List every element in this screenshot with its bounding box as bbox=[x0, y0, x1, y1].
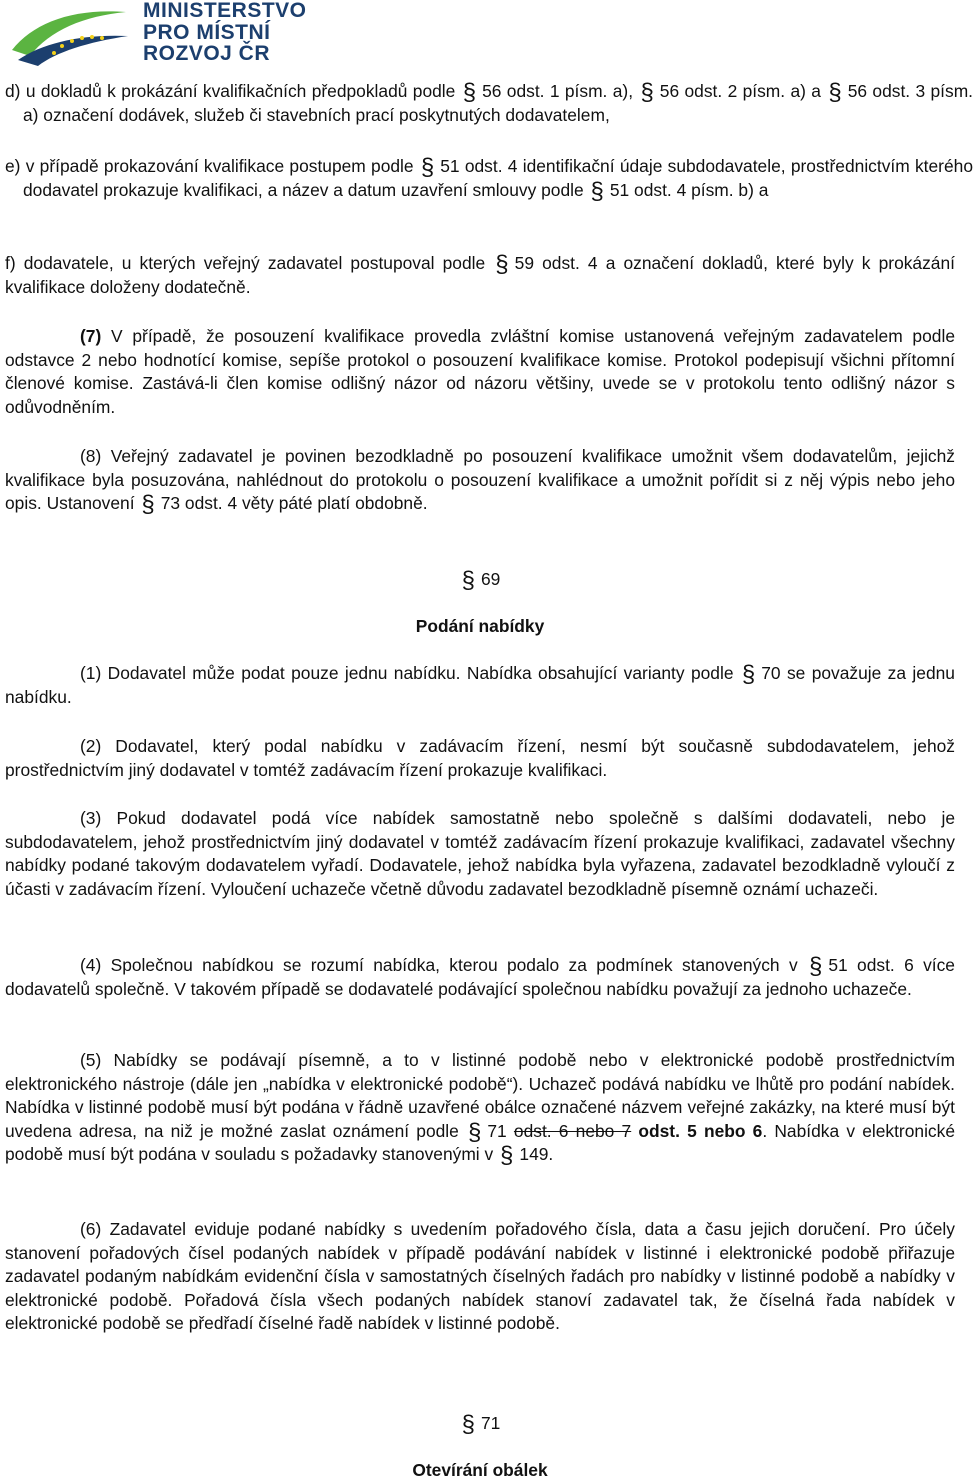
text: 56 odst. 3 písm. a) označení dodávek, služeb či stavebních prací poskytnutých dodavatelem, bbox=[23, 81, 973, 125]
paragraph-69-4 bbox=[5, 954, 955, 1001]
logo-wordmark bbox=[143, 0, 307, 65]
inserted-text: odst. 5 nebo 6 bbox=[638, 1120, 763, 1141]
section-symbol: § bbox=[808, 953, 823, 980]
text: 51 odst. 4 písm. b) a bbox=[609, 179, 769, 200]
ministry-logo bbox=[4, 0, 307, 68]
section-symbol: § bbox=[141, 491, 155, 519]
text: (4) Společnou nabídkou se rozumí nabídka, kterou podalo za podmínek stanovených v bbox=[80, 955, 798, 975]
section-symbol: § bbox=[468, 1118, 482, 1146]
section-symbol: § bbox=[461, 567, 475, 594]
paragraph-7 bbox=[5, 325, 955, 419]
section-symbol: § bbox=[420, 154, 435, 181]
logo-line: ROZVOJ ČR bbox=[143, 42, 271, 65]
section-number bbox=[0, 1412, 960, 1436]
section-symbol: § bbox=[640, 79, 654, 106]
section-number bbox=[0, 568, 960, 592]
logo-line: PRO MÍSTNÍ bbox=[143, 20, 271, 44]
logo-line: MINISTERSTVO bbox=[143, 0, 307, 22]
paragraph-69-2: (2) Dodavatel, který podal nabídku v zadávacím řízení, nesmí být současně subdodavatelem, jehož prostřednictvím jiný dodavatel v tomtéž zadávacím řízení prokazuje kvalifikaci. bbox=[5, 736, 955, 780]
text: (8) Veřejný zadavatel je povinen bezodkladně po posouzení kvalifikace umožnit všem dodavatelům, jejichž kvalifikace byla posuzována, nahlédnout do protokolu o posouzení kvalifikace a umožnit pořídit si z něj výpis nebo jeho opis. Ustanovení bbox=[5, 446, 955, 514]
section-symbol: § bbox=[500, 1142, 514, 1170]
text: 73 odst. 4 věty páté platí obdobně. bbox=[160, 493, 428, 514]
paragraph-d bbox=[5, 80, 973, 127]
text: 56 odst. 2 písm. a) a bbox=[659, 81, 821, 101]
paragraph-69-3: (3) Pokud dodavatel podá více nabídek samostatně nebo společně s dalšími dodavateli, nebo je subdodavatelem, jehož prostřednictvím jiný dodavatel v tomtéž zadávacím řízení prokazuje kvalifikaci, zadavatel všechny nabídky podané takovým dodavatelem vyřadí. Dodavatele, jehož nabídka byla vyřazena, zadavatel bezodkladně vyloučí z účasti v zadávacím řízení. Vyloučení uchazeče včetně důvodu zadavatel bezodkladně písemně oznámí uchazeči. bbox=[5, 808, 955, 899]
section-symbol: § bbox=[462, 79, 477, 106]
text: 149. bbox=[519, 1144, 554, 1165]
struck-text: odst. 6 nebo 7 bbox=[513, 1120, 632, 1141]
section-symbol: § bbox=[590, 177, 604, 205]
text: (5) Nabídky se podávají písemně, a to v listinné podobě nebo v elektronické podobě prostřednictvím elektronického nástroje (dále jen „nabídka v elektronické podobě“). Uchazeč podává nabídku ve lhůtě pro podání nabídek. Nabídka v listinné podobě musí být podána v řádně uzavřené obálce označené názvem veřejné zakázky, na které musí být uvedena adresa, na niž je možné zaslat oznámení podle bbox=[5, 1050, 955, 1141]
text: 51 odst. 6 více dodavatelů společně. V takovém případě se dodavatelé podávající společnou nabídku považují za jednoho uchazeče. bbox=[5, 955, 955, 999]
text: 70 se považuje za jednu nabídku. bbox=[5, 663, 955, 707]
text: 59 odst. 4 a označení dokladů, které byly k prokázání kvalifikace doloženy dodatečně. bbox=[5, 253, 955, 297]
paragraph-f bbox=[5, 252, 955, 299]
text: f) dodavatele, u kterých veřejný zadavatel postupoval podle bbox=[5, 253, 486, 273]
section-number-value: 69 bbox=[481, 569, 501, 589]
section-symbol: § bbox=[741, 661, 756, 688]
section-title: Podání nabídky bbox=[415, 616, 545, 636]
paragraph-e bbox=[5, 154, 973, 205]
ministry-emblem-icon bbox=[4, 0, 132, 68]
paragraph-8 bbox=[5, 445, 955, 519]
text: 71 bbox=[487, 1120, 507, 1141]
text: 56 odst. 1 písm. a), bbox=[482, 81, 634, 101]
section-symbol: § bbox=[461, 1411, 475, 1438]
text: 51 odst. 4 identifikační údaje subdodavatele, prostřednictvím kterého dodavatel prokazuje kvalifikaci, a název a datum uzavření smlouvy podle bbox=[23, 156, 973, 200]
section-title: Otevírání obálek bbox=[412, 1460, 548, 1480]
text: e) v případě prokazování kvalifikace postupem podle bbox=[5, 156, 414, 176]
section-symbol: § bbox=[828, 79, 842, 106]
section-symbol: § bbox=[495, 251, 509, 278]
text: d) u dokladů k prokázání kvalifikačních předpokladů podle bbox=[5, 81, 456, 101]
paragraph-number: (7) bbox=[80, 326, 102, 346]
section-number-value: 71 bbox=[481, 1413, 501, 1433]
paragraph-69-6: (6) Zadavatel eviduje podané nabídky s uvedením pořadového čísla, data a času jejich doručení. Pro účely stanovení pořadových čísel podaných nabídek v případě podávání nabídek v listinné i elektronické podobě přiřazuje zadavatel podaným nabídkám evidenční čísla v samostatných číselných řadách pro nabídky v listinné podobě a nabídky v elektronické podobě. Pořadová čísla všech podaných nabídek stanoví zadavatel tak, že číselná řada nabídek v elektronické podobě se předřadí číselné řadě nabídek v listinné podobě. bbox=[5, 1219, 955, 1334]
paragraph-69-5 bbox=[5, 1049, 955, 1170]
text: . Nabídka v elektronické podobě musí být podána v souladu s požadavky stanovenými v bbox=[5, 1120, 955, 1165]
paragraph-69-1 bbox=[5, 662, 955, 709]
text: V případě, že posouzení kvalifikace provedla zvláštní komise ustanovená veřejným zadavatelem podle odstavce 2 nebo hodnotící komise, sepíše protokol o posouzení kvalifikace komise. Protokol podepisují všichni přítomní členové komise. Zastává-li člen komise odlišný názor od názoru většiny, uvede se v protokolu tento odlišný názor s odůvodněním. bbox=[5, 326, 955, 417]
text: (1) Dodavatel může podat pouze jednu nabídku. Nabídka obsahující varianty podle bbox=[80, 663, 734, 683]
